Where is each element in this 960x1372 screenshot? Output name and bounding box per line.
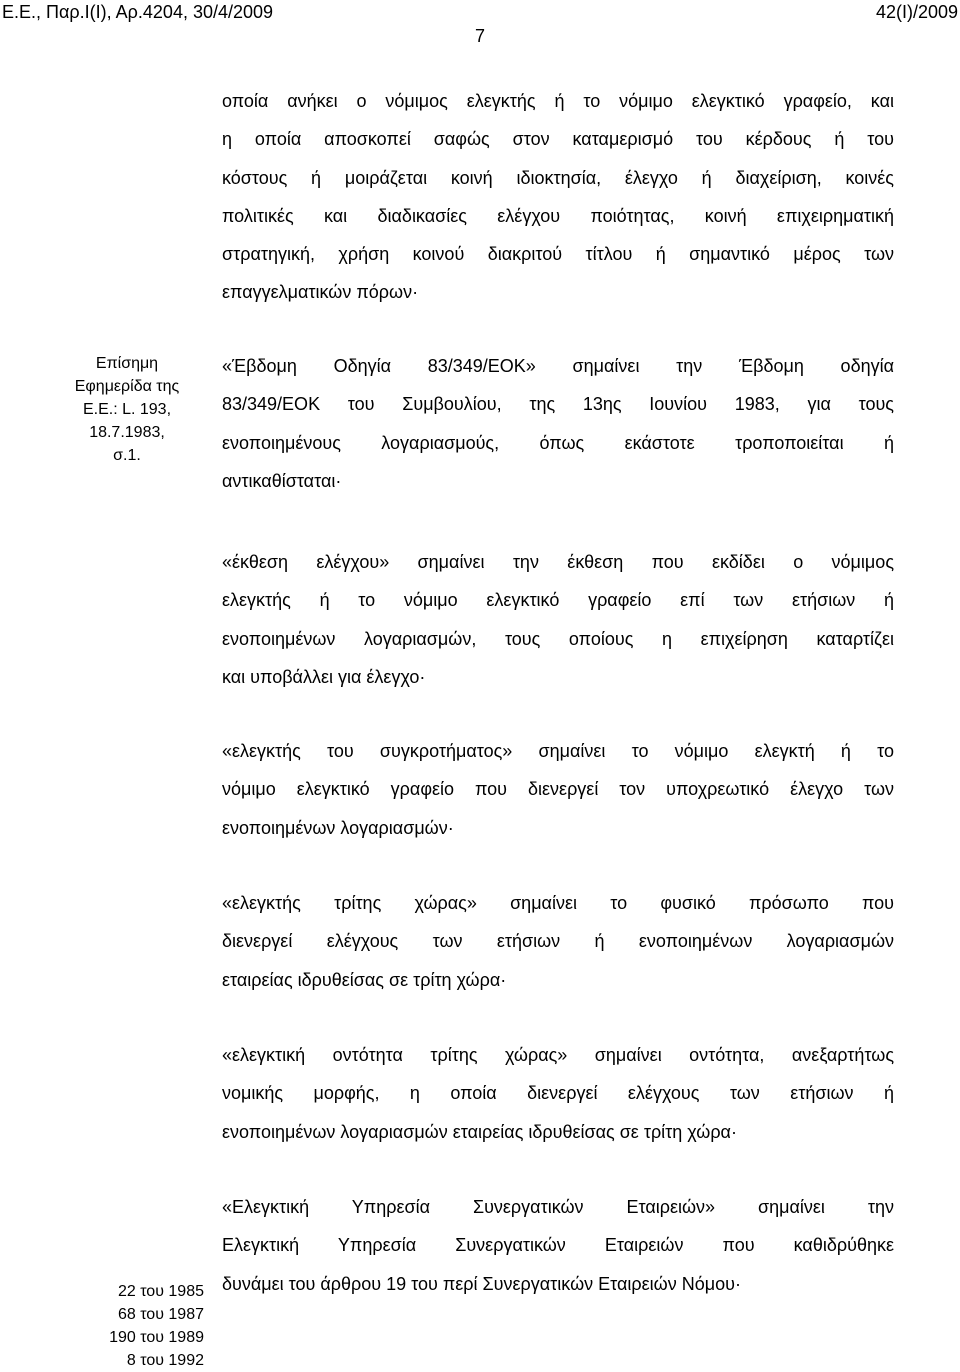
page-header (0, 2, 960, 26)
text-line: ελεγκτής ή το νόμιμο ελεγκτικό γραφείο επί των ετήσιων ή (222, 590, 894, 611)
text-line: νομικής μορφής, η οποία διενεργεί ελέγχους των ετήσιων ή (222, 1083, 894, 1104)
text-line: πολιτικές και διαδικασίες ελέγχου ποιότητας, κοινή επιχειρηματική (222, 205, 894, 226)
paragraph-third-country-audit-entity-definition (222, 1036, 894, 1151)
margin-note-line: 18.7.1983, (89, 424, 165, 441)
text-line: η οποία αποσκοπεί σαφώς στον καταμερισμό του κέρδους ή του (222, 129, 894, 150)
margin-note-line: 68 του 1987 (117, 1306, 204, 1323)
text-line: «ελεγκτής τρίτης χώρας» σημαίνει το φυσικό πρόσωπο που (222, 893, 894, 913)
paragraph-cooperative-audit-service-definition (222, 1188, 894, 1303)
text-line: ενοποιημένων λογαριασμών· (222, 817, 454, 838)
text-line: «ελεγκτής του συγκροτήματος» σημαίνει το νόμιμο ελεγκτή ή το (222, 741, 894, 761)
margin-note-line: σ.1. (113, 447, 141, 464)
text-line: κόστους ή μοιράζεται κοινή ιδιοκτησία, έλεγχο ή διαχείριση, κοινές (222, 167, 894, 188)
text-line: στρατηγική, χρήση κοινού διακριτού τίτλου ή σημαντικό μέρος των (222, 244, 894, 265)
text-line: και υποβάλλει για έλεγχο· (222, 666, 426, 687)
margin-note-line: 8 του 1992 (126, 1352, 204, 1369)
text-line: επαγγελματικών πόρων· (222, 282, 419, 303)
text-line: οποία ανήκει ο νόμιμος ελεγκτής ή το νόμιμο ελεγκτικό γραφείο, και (222, 91, 894, 111)
text-line: «έκθεση ελέγχου» σημαίνει την έκθεση που εκδίδει ο νόμιμος (222, 552, 894, 572)
text-line: Ελεγκτική Υπηρεσία Συνεργατικών Εταιρειών που καθιδρύθηκε (222, 1235, 894, 1256)
page-number: 7 (474, 26, 485, 46)
margin-note-line: Επίσημη (95, 355, 159, 372)
text-line: ενοποιημένων λογαριασμών εταιρείας ιδρυθείσας σε τρίτη χώρα· (222, 1121, 737, 1142)
margin-note-official-journal (62, 352, 192, 467)
text-line: δυνάμει του άρθρου 19 του περί Συνεργατικών Εταιρειών Νόμου· (222, 1273, 741, 1294)
text-line: νόμιμο ελεγκτικό γραφείο που διενεργεί τον υποχρεωτικό έλεγχο των (222, 779, 894, 800)
paragraph-affiliation-definition (222, 82, 894, 312)
text-line: ενοποιημένους λογαριασμούς, όπως εκάστοτε τροποποιείται ή (222, 432, 894, 453)
text-line: «Ελεγκτική Υπηρεσία Συνεργατικών Εταιρειών» σημαίνει την (222, 1197, 894, 1217)
margin-note-line: 22 του 1985 (117, 1283, 204, 1300)
text-line: «Έβδομη Οδηγία 83/349/ΕΟΚ» σημαίνει την Έβδομη οδηγία (222, 356, 894, 376)
margin-note-line: 190 του 1989 (109, 1329, 204, 1346)
text-line: 83/349/ΕΟΚ του Συμβουλίου, της 13ης Ιουνίου 1983, για τους (222, 394, 894, 415)
text-line: εταιρείας ιδρυθείσας σε τρίτη χώρα· (222, 969, 507, 990)
margin-note-line: Ε.Ε.: L. 193, (82, 401, 172, 418)
text-line: ενοποιημένων λογαριασμών, τους οποίους η επιχείρηση καταρτίζει (222, 628, 894, 649)
margin-note-line: Εφημερίδα της (74, 378, 180, 395)
text-line: διενεργεί ελέγχους των ετήσιων ή ενοποιημένων λογαριασμών (222, 931, 894, 952)
gazette-reference: Ε.Ε., Παρ.Ι(Ι), Αρ.4204, 30/4/2009 (2, 2, 274, 22)
margin-note-laws (60, 1280, 204, 1372)
text-line: αντικαθίσταται· (222, 470, 342, 491)
text-line: «ελεγκτική οντότητα τρίτης χώρας» σημαίνει οντότητα, ανεξαρτήτως (222, 1045, 894, 1065)
paragraph-audit-report-definition (222, 543, 894, 696)
paragraph-third-country-auditor-definition (222, 884, 894, 999)
paragraph-group-auditor-definition (222, 732, 894, 847)
paragraph-seventh-directive-definition (222, 347, 894, 500)
law-number: 42(Ι)/2009 (875, 2, 958, 22)
